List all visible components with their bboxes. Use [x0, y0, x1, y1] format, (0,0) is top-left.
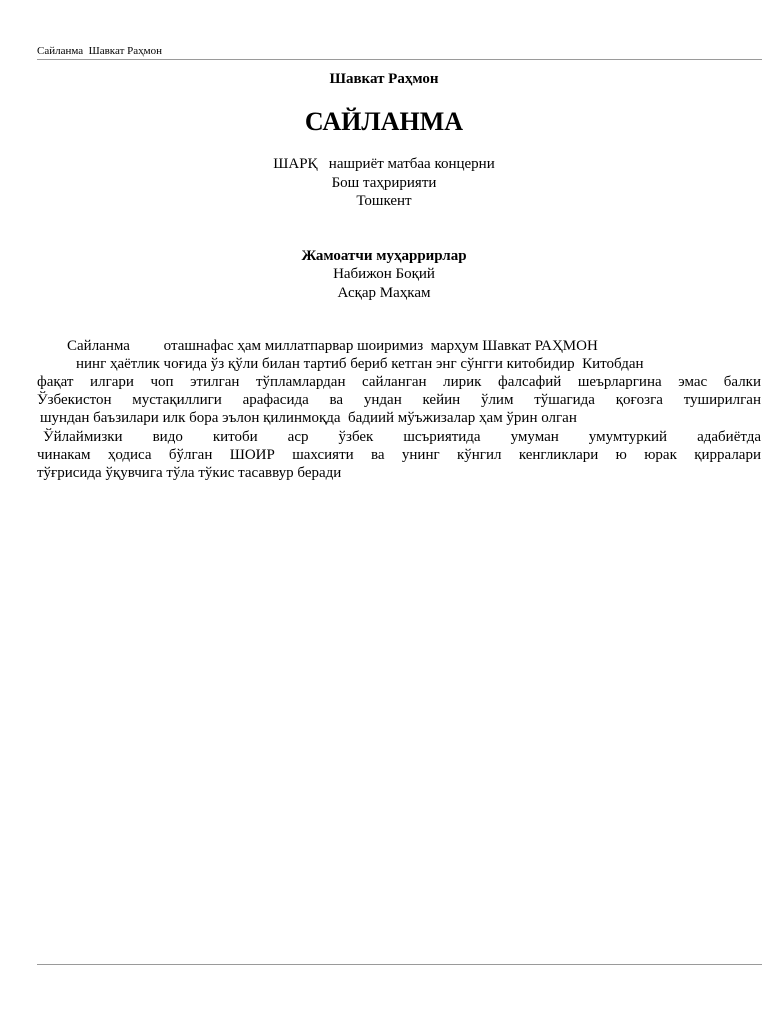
- running-header: Сайланма Шавкат Раҳмон: [37, 45, 162, 57]
- body-line-3: фақат илгари чоп этилган тўпламлардан сайланган лирик фалсафий шеърларгина эмас балки: [37, 374, 761, 390]
- publisher-line-1: ШАРҚ нашриёт матбаа концерни: [273, 156, 495, 172]
- author-name: Шавкат Раҳмон: [329, 71, 439, 87]
- body-line-5: шундан баъзилари илк бора эълон қилинмоқда бадиий мўъжизалар ҳам ўрин олган: [40, 410, 577, 426]
- body-line-1: Сайланма оташнафас ҳам миллатпарвар шоиримиз марҳум Шавкат РАҲМОН: [67, 338, 598, 354]
- body-line-7: чинакам ҳодиса бўлган ШОИР шахсияти ва унинг кўнгил кенгликлари ю юрак қирралари: [37, 447, 761, 463]
- publisher-line-2: Бош таҳририяти: [331, 175, 437, 191]
- book-title: САЙЛАНМА: [304, 107, 464, 136]
- footer-rule: [37, 964, 762, 965]
- header-rule: [37, 59, 762, 60]
- publisher-line-3: Тошкент: [356, 193, 412, 209]
- editor-name-2: Асқар Маҳкам: [337, 285, 431, 301]
- body-line-6: Ўйлаймизки видо китоби аср ўзбек шсъриятида умуман умумтуркий адабиётда: [43, 429, 761, 445]
- body-line-4: Ўзбекистон мустақиллиги арафасида ва ундан кейин ўлим тўшагида қоғозга туширилган: [37, 392, 761, 408]
- editor-name-1: Набижон Боқий: [333, 266, 435, 282]
- body-line-8: тўғрисида ўқувчига тўла тўкис тасаввур беради: [37, 465, 342, 481]
- editors-heading: Жамоатчи муҳаррирлар: [301, 248, 467, 264]
- body-line-2: нинг ҳаётлик чоғида ўз қўли билан тартиб бериб кетган энг сўнгги китобидир Китобдан: [76, 356, 644, 372]
